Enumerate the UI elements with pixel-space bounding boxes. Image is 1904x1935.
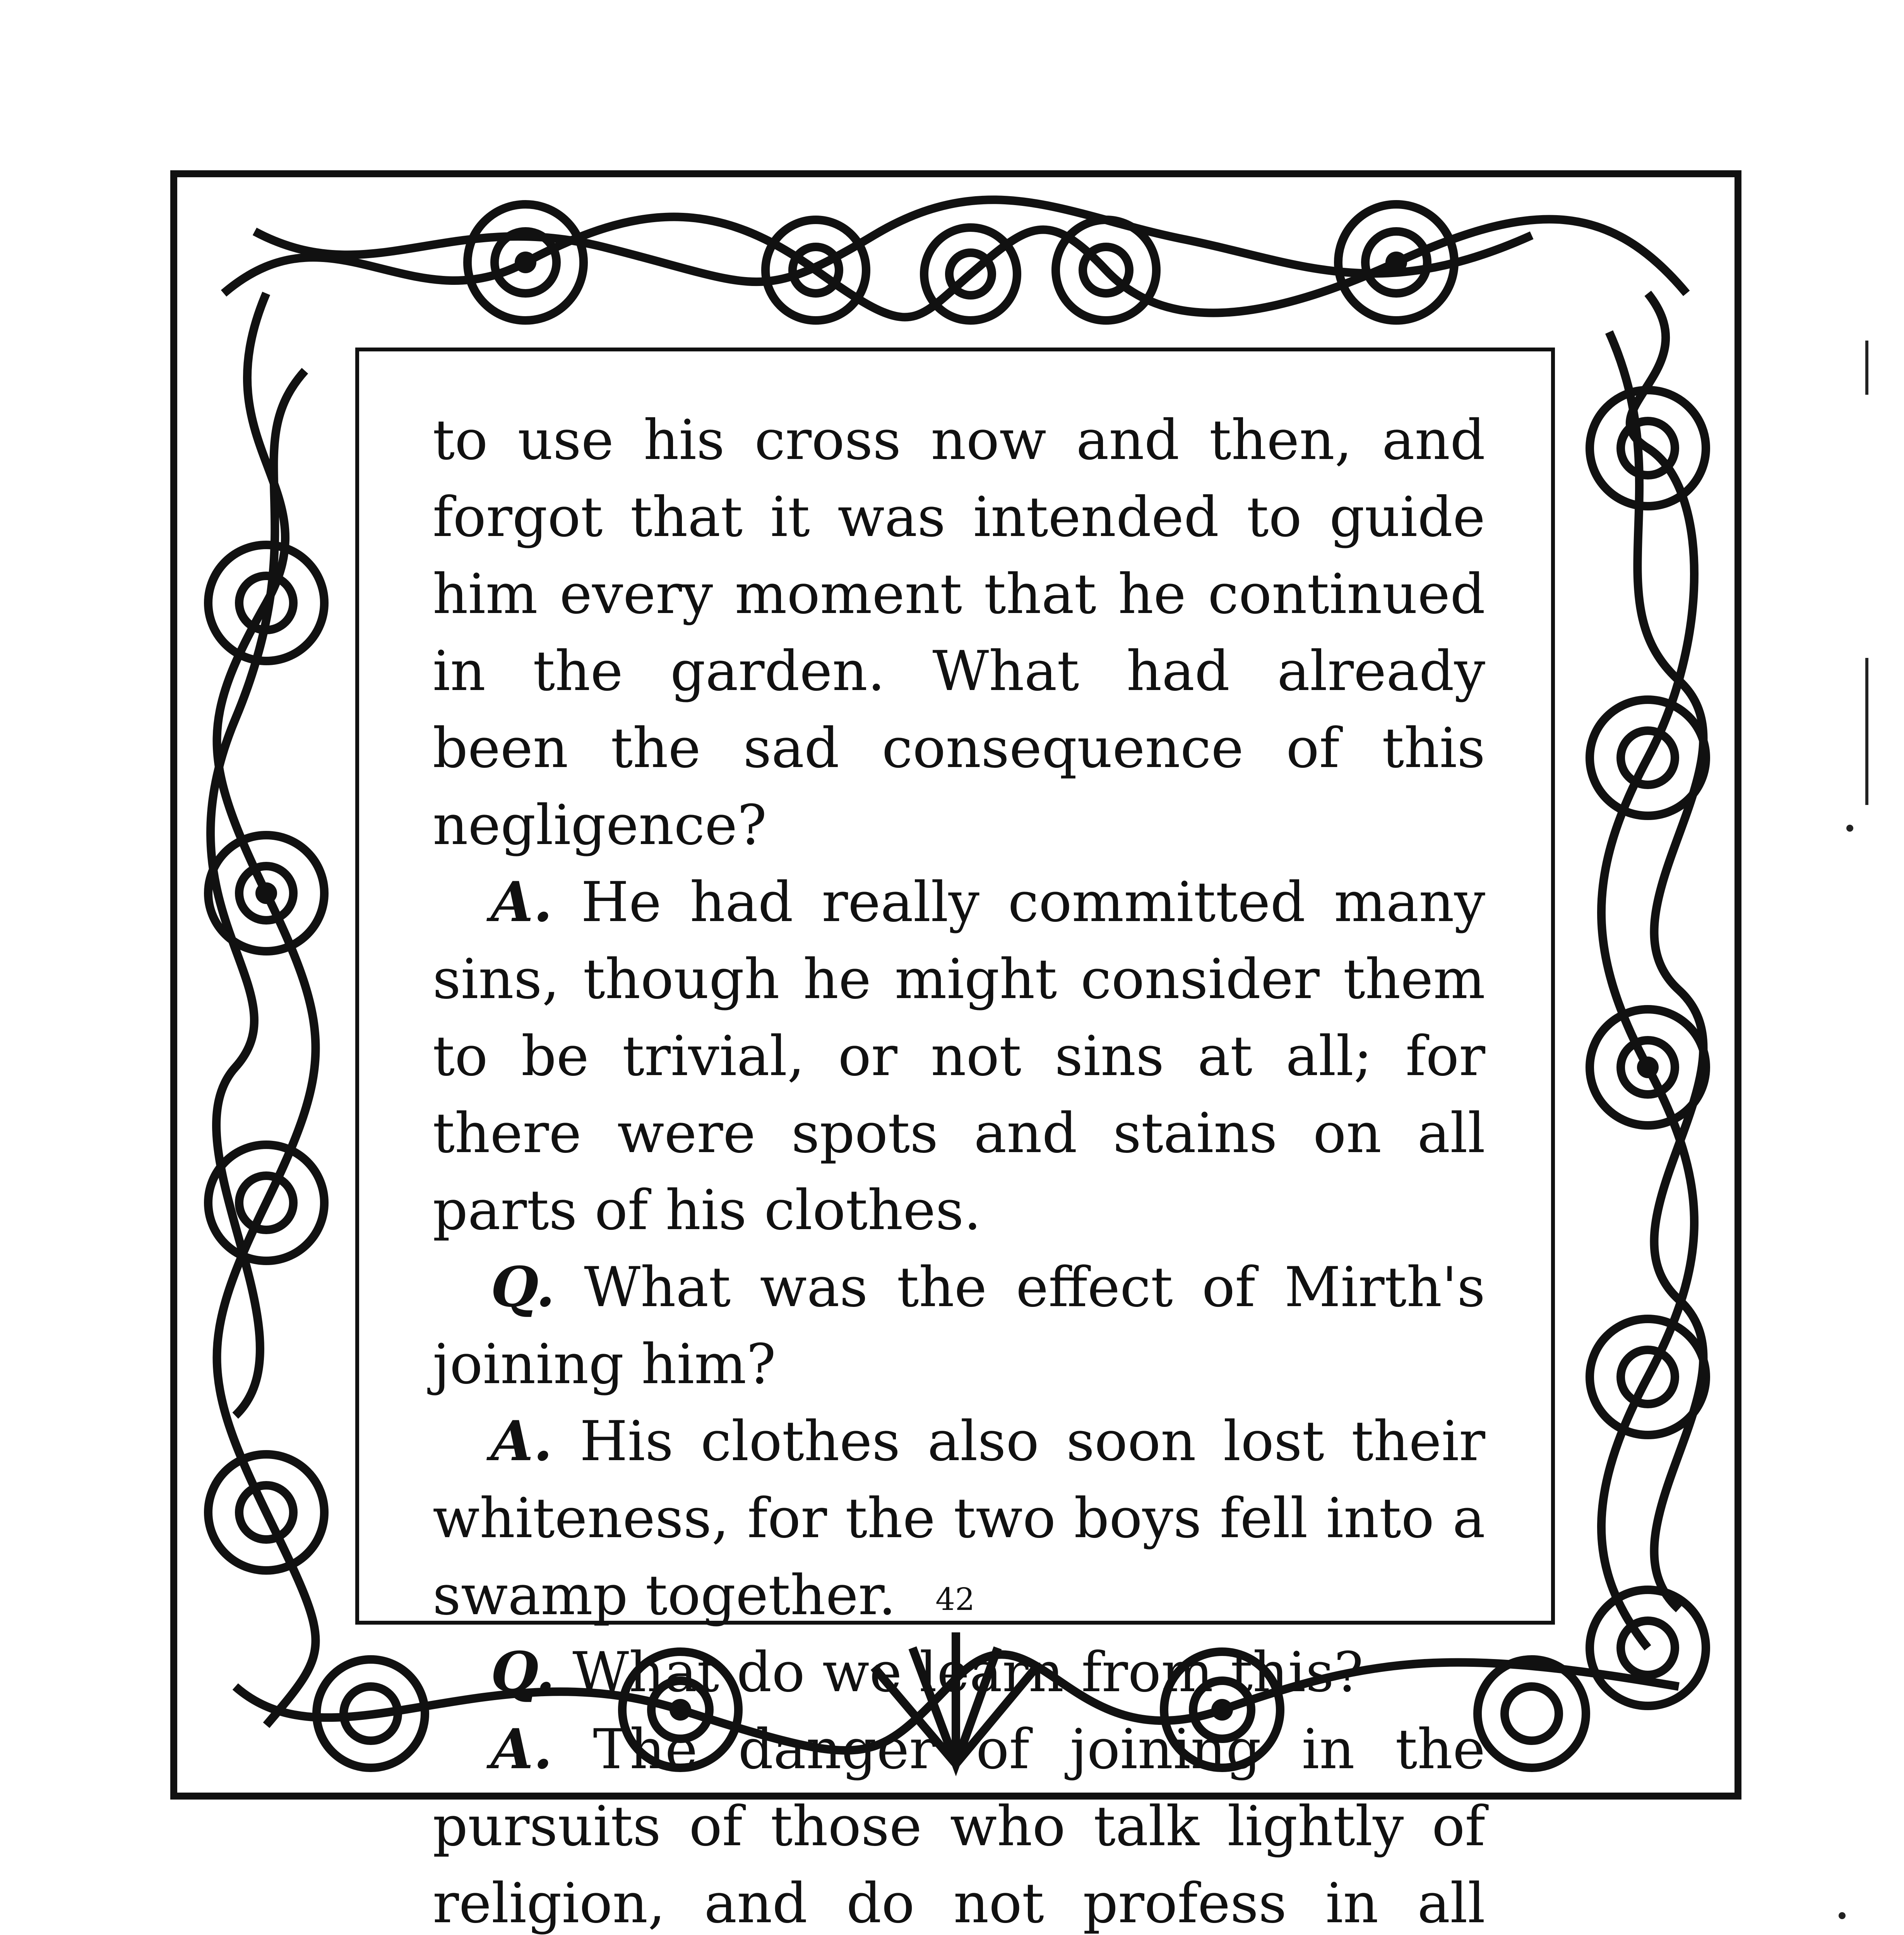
paragraph-text: What was the effect of Mirth's joining him?: [433, 1255, 1485, 1396]
paragraph-text: He had really committed many sins, though he might consider them to be trivial, or not sins at all; for there were spots and stains on all parts of his clothes.: [433, 870, 1485, 1242]
answer-marker: A.: [491, 1717, 553, 1781]
answer-marker: A.: [491, 870, 553, 934]
paragraph-text: to use his cross now and then, and forgot that it was intended to guide him every moment that he continued in the garden. What had already been the sad consequence of this negligence?: [433, 408, 1485, 857]
answer-marker: A.: [491, 1409, 553, 1473]
page-number: 42: [935, 1581, 975, 1617]
paragraph-text: The danger of joining in the pursuits of those who talk lightly of religion, and do not profess in all: [433, 1718, 1485, 1935]
paragraph-text: What do we learn from this?: [555, 1640, 1363, 1704]
question-marker: Q.: [491, 1255, 555, 1319]
question-marker: Q.: [491, 1640, 555, 1704]
paragraph-text: His clothes also soon lost their whiteness, for the two boys fell into a swamp together.: [433, 1409, 1485, 1627]
